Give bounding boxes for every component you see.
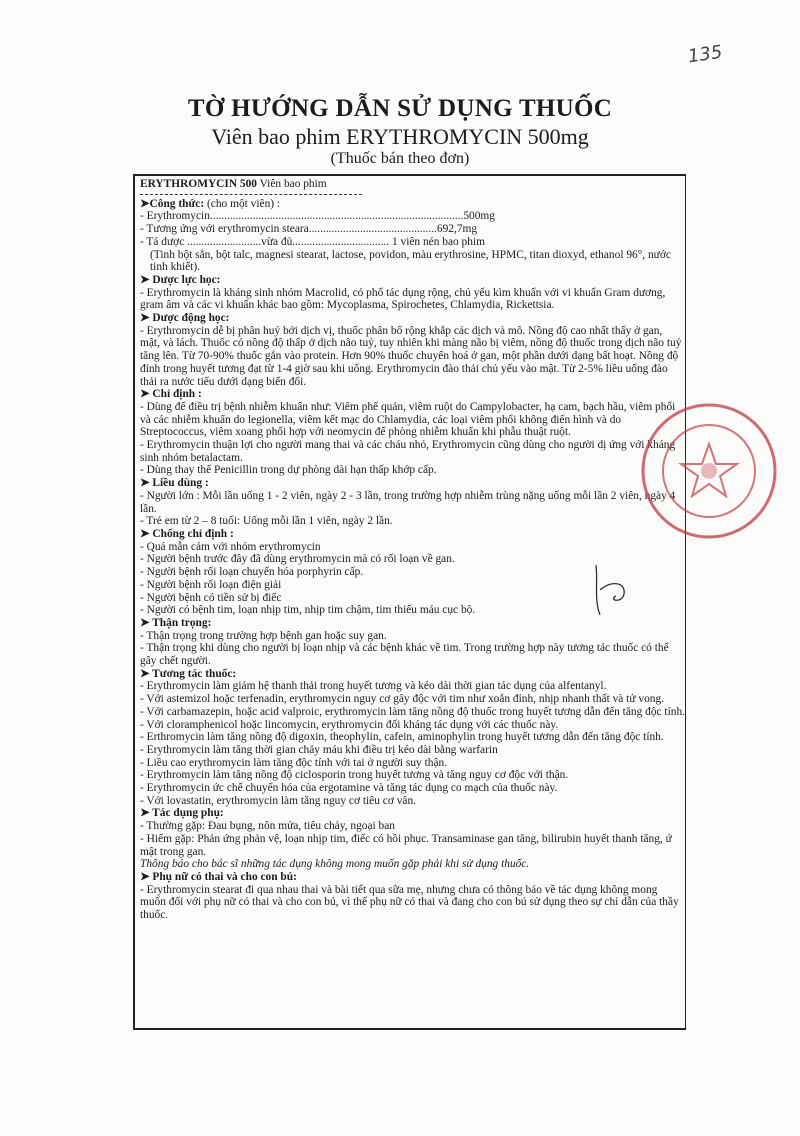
section-heading [140, 312, 685, 325]
separator [140, 194, 362, 195]
section-heading-text: ➤ Dược động học: [140, 312, 230, 325]
product-name: ERYTHROMYCIN 500 [140, 178, 257, 190]
section-line: - Erythromycin làm giảm hệ thanh thải trong huyết tương và kéo dài thời gian tác dụng của alfentanyl. [140, 680, 607, 693]
section-line: - Thận trọng trong trường hợp bệnh gan hoặc suy gan. [140, 629, 387, 642]
section-heading-text: ➤ Chống chỉ định : [140, 527, 234, 540]
section-heading [140, 198, 685, 211]
section-heading-text: ➤Công thức: [140, 197, 205, 210]
section-line: - Tá dược ..........................vừa đủ.................................. 1 viên nén bao phim [140, 235, 485, 248]
section-heading-text: ➤ Dược lực học: [140, 273, 221, 286]
section-line: - Erythromycin thuận lợi cho người mang thai và các cháu nhỏ, Erythromycin cũng dùng cho người dị ứng với kháng sinh nhóm betalactam. [140, 439, 676, 464]
section-heading-text: ➤ Thận trọng: [140, 616, 212, 629]
section-heading [140, 388, 685, 401]
section-heading-text: ➤ Tác dụng phụ: [140, 807, 224, 820]
leaflet-body [140, 178, 685, 922]
section-line: - Quá mẫn cảm với nhóm erythromycin [140, 540, 321, 553]
section-line: (Tinh bột sắn, bột talc, magnesi stearat, lactose, povidon, màu erythrosine, HPMC, titan dioxyd, ethanol 96°, nước tinh khiết). [150, 248, 671, 274]
section-heading [140, 871, 685, 884]
section-line: - Thường gặp: Đau bụng, nôn mửa, tiêu chảy, ngoại ban [140, 820, 395, 833]
section-note: Thông báo cho bác sĩ những tác dụng không mong muốn gặp phải khi sử dụng thuốc. [140, 858, 530, 871]
section-line: - Với astemizol hoặc terfenadin, erythromycin nguy cơ gây độc với tim như xoắn đỉnh, nhịp nhanh thất và tử vong. [140, 693, 665, 706]
section-line: - Erythromycin.........................................................................................500mg [140, 210, 495, 223]
section-heading [140, 477, 685, 490]
section-line: - Erythromycin dễ bị phân huỷ bởi dịch vị, thuốc phân bố rộng khắp các dịch và mô. Nồng độ cao nhất thấy ở gan, mật, và lách. Thuốc có nồng độ thấp ở dịch não tuỷ, tuy nhiên khi màng não bị viêm, nồng độ thuốc trong dịch não tuỷ tăng lên. Từ 70-90% thuốc gắn vào protein. Hơn 90% thuốc chuyển hoá ở gan, một phần dưới dạng bất hoạt. Nồng độ đỉnh trong huyết tương đạt từ 1-4 giờ sau khi uống. Erythromycin đào thải chủ yếu vào mật. Từ 2-5% liều uống đào thải ra nước tiểu dưới dạng biến đổi. [140, 324, 682, 388]
product-form: Viên bao phim [257, 178, 327, 190]
product-title [140, 178, 685, 191]
section-line: - Liều cao erythromycin làm tăng độc tính với tai ở người suy thận. [140, 756, 448, 769]
document-subtitle: Viên bao phim ERYTHROMYCIN 500mg [211, 124, 589, 149]
section-line: - Người bệnh rối loạn điện giải [140, 578, 282, 591]
section-line: - Người bệnh trước đây đã dùng erythromycin mà có rối loạn về gan. [140, 553, 455, 566]
section-heading [140, 528, 685, 541]
section-line: - Dùng thay thế Penicillin trong dự phòng dài hạn thấp khớp cấp. [140, 464, 437, 477]
section-line: - Người bệnh có tiền sử bị điếc [140, 591, 282, 604]
section-line: - Erythromycin là kháng sinh nhóm Macrolid, có phổ tác dụng rộng, chủ yếu kìm khuẩn với vi khuẩn Gram dương, gram âm và các vi khuẩn khác bao gồm: Mycoplasma, Spirochetes, Chlamydia, Rickettsia. [140, 286, 666, 312]
document-title: TỜ HƯỚNG DẪN SỬ DỤNG THUỐC [187, 95, 613, 122]
section-line: - Thận trọng khi dùng cho người bị loạn nhịp và các bệnh khác về tim. Trong trường hợp này tương tác thuốc có thể gây chết người. [140, 642, 669, 668]
section-line: - Với cloramphenicol hoặc lincomycin, erythromycin đối kháng tác dụng với các thuốc này. [140, 718, 559, 731]
section-line: - Erythromycin làm tăng thời gian chảy máu khi điều trị kéo dài bằng warfarin [140, 743, 498, 756]
section-line: - Người bệnh rối loạn chuyển hóa porphyrin cấp. [140, 566, 364, 579]
section-line: - Tương ứng với erythromycin steara.............................................692,7mg [140, 223, 478, 236]
section-line: - Erythromycin ức chế chuyển hóa của ergotamine và tăng tác dụng co mạch của thuốc này. [140, 782, 558, 795]
prescription-note: (Thuốc bán theo đơn) [330, 150, 470, 167]
section-heading-text: ➤ Liều dùng : [140, 477, 209, 490]
section-heading-text: ➤ Tương tác thuốc: [140, 667, 237, 680]
section-line: - Erthromycin làm tăng nồng độ digoxin, theophylin, cafein, aminophylin trong huyết tương dẫn đến tăng độc tính. [140, 731, 664, 744]
section-heading [140, 668, 685, 681]
section-line: - Erythromycin làm tăng nồng độ ciclosporin trong huyết tương và tăng nguy cơ độc với thận. [140, 769, 569, 782]
section-line: - Erythromycin stearat đi qua nhau thai và bài tiết qua sữa mẹ, nhưng chưa có thông báo về tác dụng không mong muốn đối với phụ nữ có thai và cho con bú, vì thế phụ nữ có thai và đang cho con bú sử dụng theo sự chỉ dẫn của thầy thuốc. [140, 883, 679, 922]
section-line: - Hiếm gặp: Phản ứng phản vệ, loạn nhịp tim, điếc có hồi phục. Transaminase gan tăng, bilirubin huyết thanh tăng, ứ mật trong gan. [140, 832, 672, 858]
section-heading-suffix: (cho một viên) : [204, 197, 281, 210]
section-heading-text: ➤ Chỉ định : [140, 388, 202, 401]
official-seal-stamp [634, 396, 784, 546]
section-line: - Với carbamazepin, hoặc acid valproic, erythromycin làm tăng nồng độ thuốc trong huyết tương dẫn đến tăng độc tính. [140, 705, 685, 718]
section-line: - Người có bệnh tim, loạn nhịp tim, nhịp tim chậm, tim thiếu máu cục bộ. [140, 604, 476, 617]
section-line: - Dùng để điều trị bệnh nhiễm khuẩn như: Viêm phế quản, viêm ruột do Campylobacter, hạ cam, bạch hầu, viêm phổi và các nhiễm khuẩn do legionella, viêm kết mạc do Chlamydia, các loại viêm phổi không điển hình và do Streptococcus, viêm xoang phối hợp với neomycin để phòng nhiễm khuẩn khi phẫu thuật ruột. [140, 400, 676, 439]
section-heading [140, 274, 685, 287]
section-heading [140, 807, 685, 820]
section-heading-text: ➤ Phụ nữ có thai và cho con bú: [140, 870, 297, 883]
handwritten-page-number: 135 [686, 41, 724, 68]
section-line: - Trẻ em từ 2 – 8 tuổi: Uống mỗi lần 1 viên, ngày 2 lần. [140, 515, 393, 528]
section-line: - Người lớn : Mỗi lần uống 1 - 2 viên, ngày 2 - 3 lần, trong trường hợp nhiễm trùng nặng uống mỗi lần 2 viên, ngày 4 lần. [140, 489, 676, 515]
section-line: - Với lovastatin, erythromycin làm tăng nguy cơ tiêu cơ vân. [140, 794, 416, 807]
signature [586, 560, 646, 620]
